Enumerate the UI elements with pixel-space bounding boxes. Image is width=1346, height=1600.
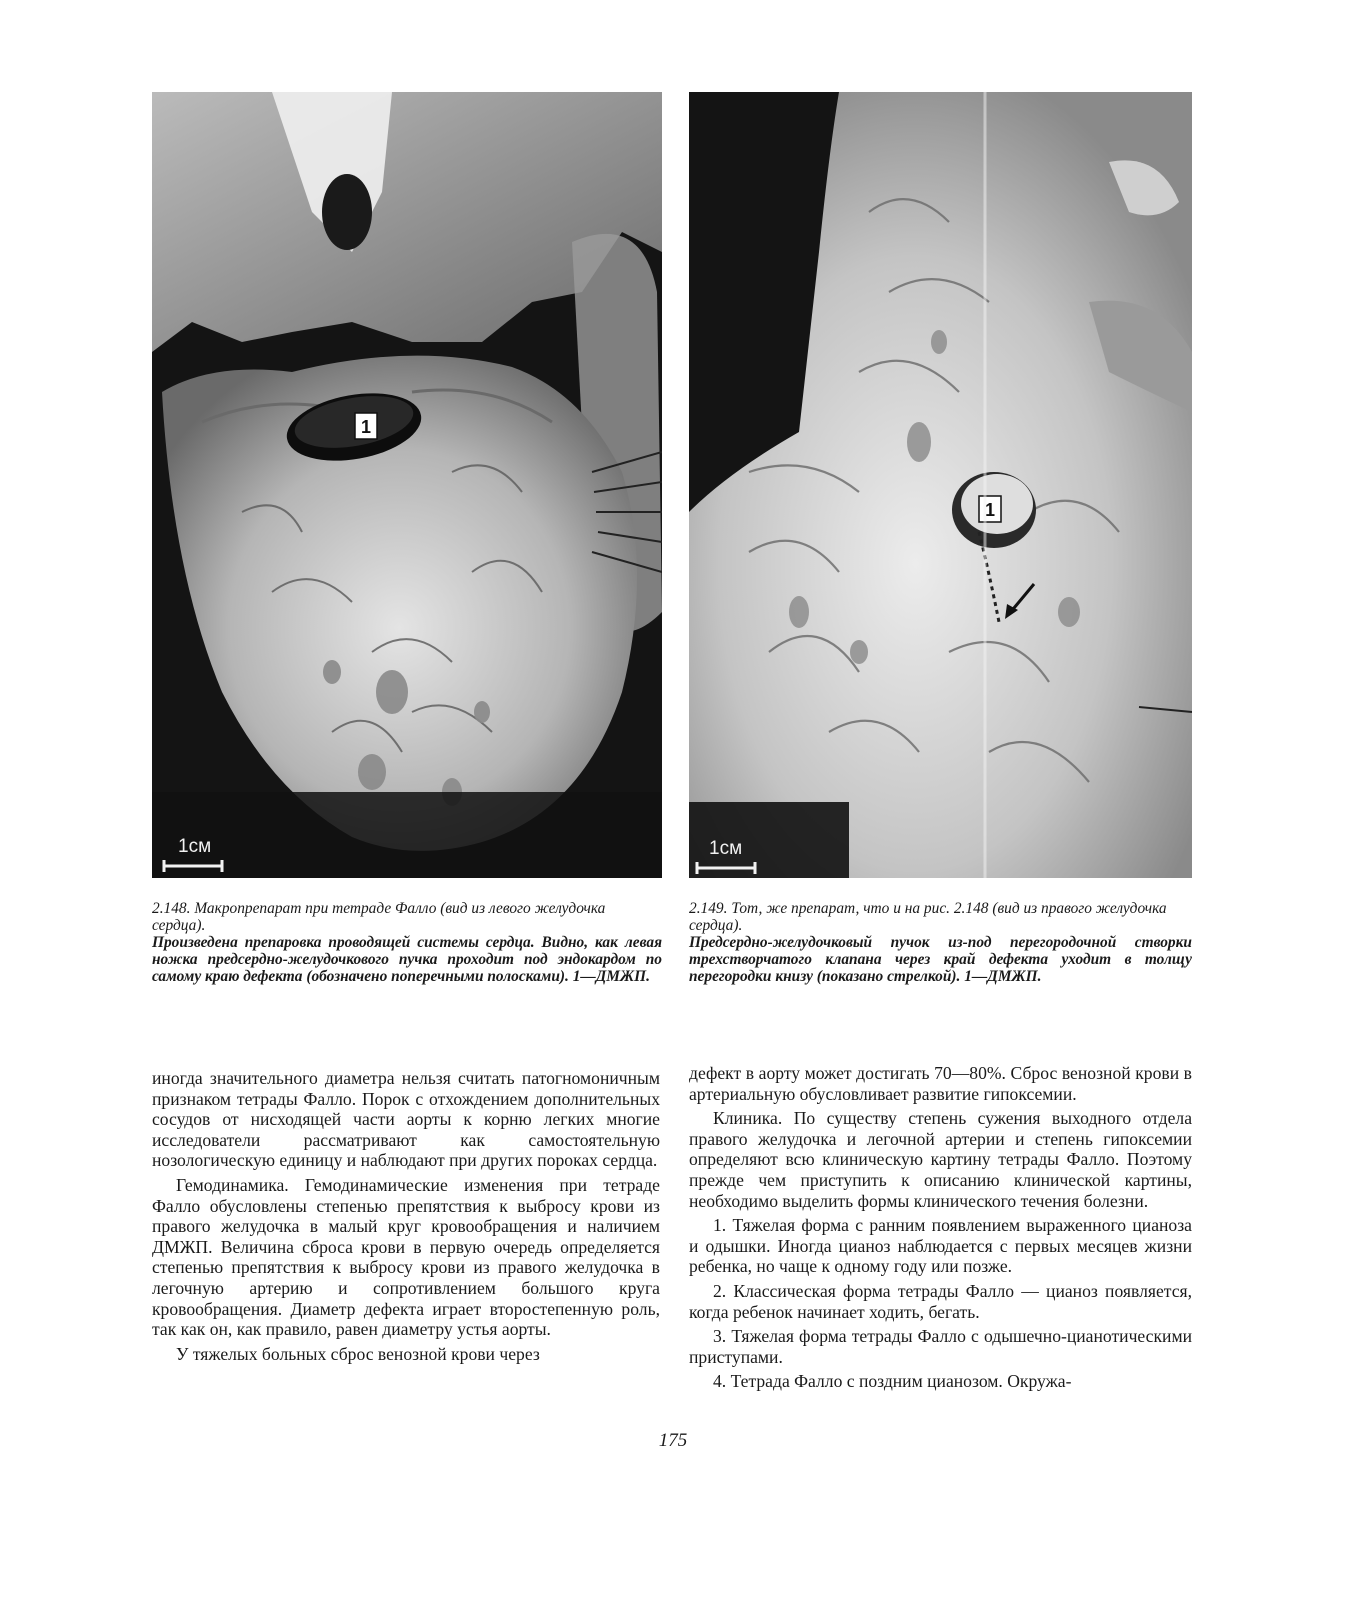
- list-item: 3. Тяжелая форма тетрады Фалло с одышечно-цианотическими приступами.: [689, 1326, 1192, 1367]
- heart-specimen-left-image: [152, 92, 662, 878]
- figure-2-149-photo: [689, 92, 1192, 878]
- caption-body: Предсердно-желудочковый пучок из-под перегородочной створки трехстворчатого клапана через край дефекта уходит в толщу перегородки книзу (показано стрелкой). 1—ДМЖП.: [689, 934, 1192, 985]
- paragraph: иногда значительного диаметра нельзя считать патогномоничным признаком тетрады Фалло. Порок с отхождением дополнительных сосудов от нисходящей части аорты к корню легких многие исследователи рассматривают как самостоятельную нозологическую единицу и наблюдают при других пороках сердца.: [152, 1068, 660, 1171]
- scale-bar-label-right: 1см: [709, 838, 743, 859]
- caption-title: 2.149. Тот, же препарат, что и на рис. 2.148 (вид из правого желудочка сердца).: [689, 900, 1167, 934]
- paragraph: дефект в аорту может достигать 70—80%. Сброс венозной крови в артериальную обусловливает развитие гипоксемии.: [689, 1063, 1192, 1104]
- text-column-left: [152, 1068, 660, 1368]
- heart-specimen-right-image: [689, 92, 1192, 878]
- caption-title: 2.148. Макропрепарат при тетраде Фалло (вид из левого желудочка сердца).: [152, 900, 606, 934]
- figure-2-148-photo: [152, 92, 662, 878]
- list-item: 4. Тетрада Фалло с поздним цианозом. Окружа-: [713, 1371, 1072, 1392]
- page-number: 175: [658, 1430, 688, 1451]
- paragraph: У тяжелых больных сброс венозной крови через: [176, 1343, 540, 1364]
- figure-marker-1-right: 1: [984, 500, 996, 520]
- paragraph-clinic: Клиника. По существу степень сужения выходного отдела правого желудочка и легочной артерии и степень гипоксемии определяют всю клиническую картину тетрады Фалло. Поэтому прежде чем приступить к описанию клинической картины, необходимо выделить формы клинического течения болезни.: [689, 1108, 1192, 1211]
- paragraph-hemodynamics: Гемодинамика. Гемодинамические изменения при тетраде Фалло обусловлены степенью препятствия к выбросу крови из правого желудочка в малый круг кровообращения и наличием ДМЖП. Величина сброса крови в первую очередь определяется степенью препятствия к выбросу крови из правого желудочка в легочную артерию и сопротивлением большого круга кровообращения. Диаметр дефекта играет второстепенную роль, так как он, как правило, равен диаметру устья аорты.: [152, 1174, 660, 1340]
- list-item: 2. Классическая форма тетрады Фалло — цианоз появляется, когда ребенок начинает ходить, бегать.: [689, 1280, 1192, 1322]
- list-item: 1. Тяжелая форма с ранним появлением выраженного цианоза и одышки. Иногда цианоз наблюдается с первых месяцев жизни ребенка, но чаще к одному году или позже.: [689, 1215, 1192, 1277]
- figure-2-149-caption: [689, 900, 1192, 985]
- figure-2-148-caption: [152, 900, 662, 985]
- caption-body: Произведена препаровка проводящей системы сердца. Видно, как левая ножка предсердно-желудочкового пучка проходит под эндокардом по самому краю дефекта (обозначено поперечными полосками). 1—ДМЖП.: [152, 934, 662, 985]
- text-column-right: [689, 1063, 1192, 1396]
- figure-marker-1: 1: [360, 417, 372, 437]
- scale-bar-label: 1см: [178, 836, 212, 857]
